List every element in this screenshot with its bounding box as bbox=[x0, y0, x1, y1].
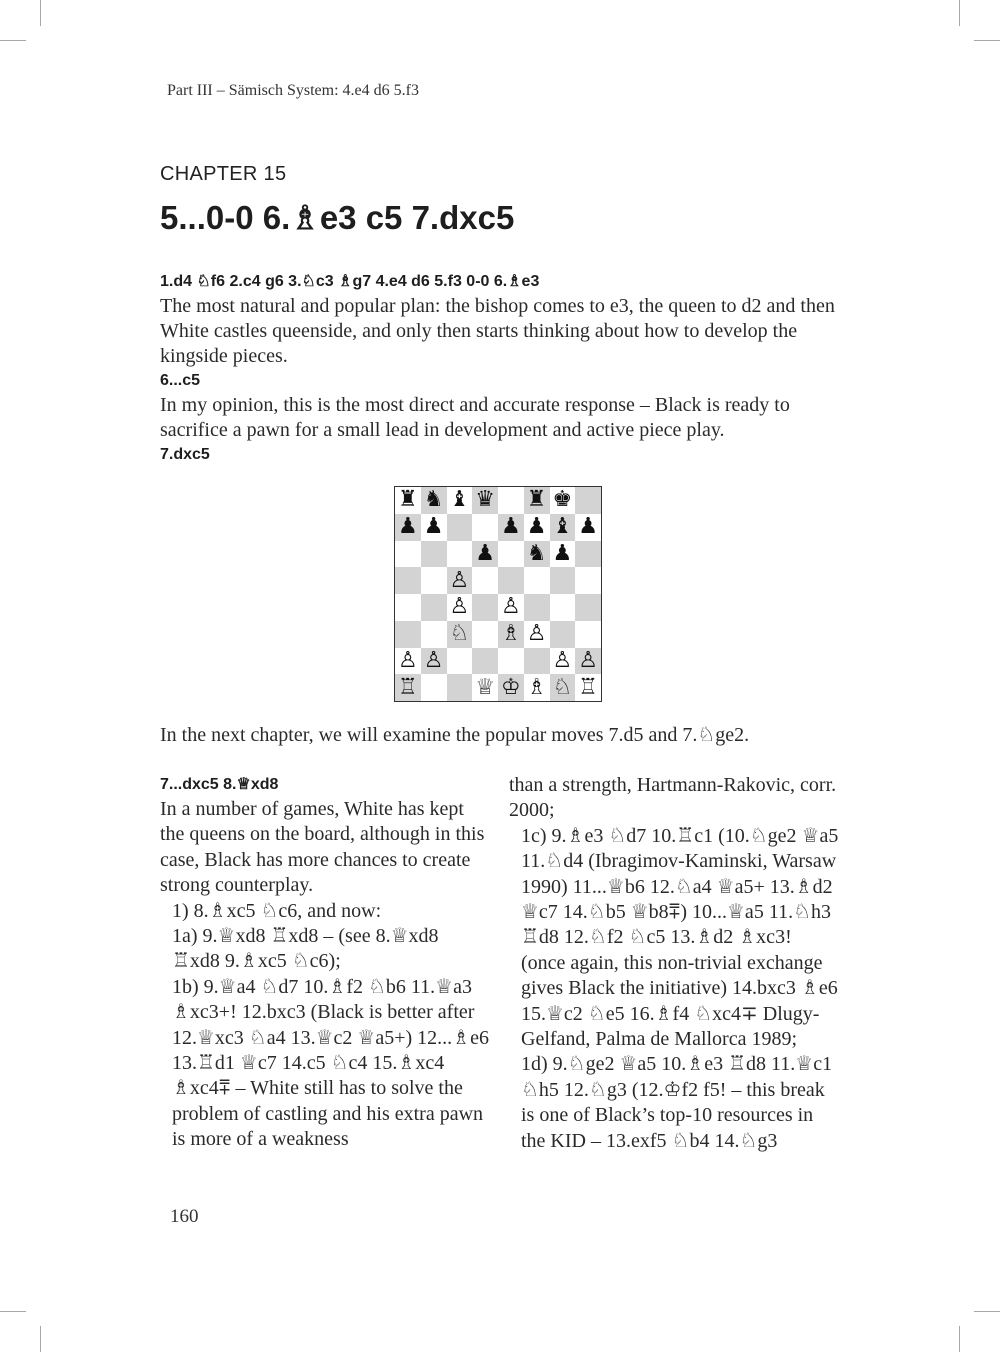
column-paragraph: In a number of games, White has kept the queens on the board, although in this case, Black has more chances to create strong counterplay. bbox=[160, 798, 485, 897]
board-square bbox=[395, 541, 421, 568]
board-square: ♙ bbox=[498, 594, 524, 621]
board-square: ♟ bbox=[472, 541, 498, 568]
board-square: ♟ bbox=[524, 514, 550, 541]
board-square: ♚ bbox=[550, 487, 576, 514]
board-square bbox=[395, 621, 421, 648]
right-column bbox=[509, 773, 839, 1154]
crop-mark bbox=[959, 1326, 960, 1352]
board-square bbox=[575, 621, 601, 648]
board-square: ♘ bbox=[447, 621, 473, 648]
board-square: ♘ bbox=[550, 674, 576, 701]
board-square bbox=[472, 567, 498, 594]
board-square: ♙ bbox=[447, 594, 473, 621]
board-square bbox=[421, 594, 447, 621]
move-line: 6...c5 bbox=[160, 372, 201, 389]
board-square: ♙ bbox=[395, 648, 421, 675]
intro-paragraph: In my opinion, this is the most direct and accurate response – Black is ready to sacrifice a pawn for a small lead in development and active piece play. bbox=[160, 394, 790, 441]
board-square bbox=[447, 541, 473, 568]
move-line: 1.d4 ♘f6 2.c4 g6 3.♘c3 ♗g7 4.e4 d6 5.f3 0-0 6.♗e3 bbox=[160, 273, 540, 290]
board-square bbox=[575, 541, 601, 568]
board-square bbox=[524, 567, 550, 594]
board-square: ♛ bbox=[472, 487, 498, 514]
column-move-head: 7...dxc5 8.♕xd8 bbox=[160, 776, 279, 793]
crop-mark bbox=[0, 40, 26, 41]
page-number: 160 bbox=[170, 1206, 199, 1227]
move-line: 7.dxc5 bbox=[160, 446, 210, 463]
board-square bbox=[550, 594, 576, 621]
board-square: ♞ bbox=[421, 487, 447, 514]
board-square: ♗ bbox=[524, 674, 550, 701]
column-paragraph: 1) 8.♗xc5 ♘c6, and now: bbox=[172, 899, 382, 922]
board-square bbox=[550, 621, 576, 648]
intro-section bbox=[160, 270, 850, 467]
board-square bbox=[498, 648, 524, 675]
board-square: ♖ bbox=[575, 674, 601, 701]
board-square bbox=[395, 567, 421, 594]
board-square: ♙ bbox=[524, 621, 550, 648]
crop-mark bbox=[0, 1311, 26, 1312]
board-square: ♕ bbox=[472, 674, 498, 701]
board-square: ♝ bbox=[550, 514, 576, 541]
column-paragraph: 1c) 9.♗e3 ♘d7 10.♖c1 (10.♘ge2 ♕a5 11.♘d4 (Ibragimov-Kaminski, Warsaw 1990) 11...♕b6 12.♘a4 ♕a5+ 13.♗d2 ♕c7 14.♘b5 ♕b8⩱) 10...♕a5 11.♘h3 ♖d8 12.♘f2 ♘c5 13.♗d2 ♗xc3! (once again, this non-trivial exchange gives Black the initiative) 14.bxc3 ♗e6 15.♕c2 ♘e5 16.♗f4 ♘xc4∓ Dlugy-Gelfand, Palma de Mallorca 1989; bbox=[521, 824, 839, 1051]
crop-mark bbox=[974, 1311, 1000, 1312]
running-head: Part III – Sämisch System: 4.e4 d6 5.f3 bbox=[167, 82, 419, 99]
board-square bbox=[498, 487, 524, 514]
crop-mark bbox=[959, 0, 960, 26]
chess-diagram bbox=[394, 486, 602, 702]
column-paragraph: than a strength, Hartmann-Rakovic, corr. 2000; bbox=[509, 774, 837, 822]
board-square: ♝ bbox=[447, 487, 473, 514]
column-paragraph: 1b) 9.♕a4 ♘d7 10.♗f2 ♘b6 11.♕a3 ♗xc3+! 12.bxc3 (Black is better after 12.♕xc3 ♘a4 13.♕c2 ♕a5+) 12...♗e6 13.♖d1 ♕c7 14.c5 ♘c4 15.♗xc4 ♗xc4⩱ – White still has to solve the problem of castling and his extra pawn is more of a weakness bbox=[172, 975, 489, 1151]
board-square bbox=[472, 594, 498, 621]
board-square bbox=[421, 541, 447, 568]
board-square: ♙ bbox=[447, 567, 473, 594]
column-paragraph: 1a) 9.♕xd8 ♖xd8 – (see 8.♕xd8 ♖xd8 9.♗xc5 ♘c6); bbox=[172, 925, 439, 973]
board-square: ♜ bbox=[524, 487, 550, 514]
board-square: ♙ bbox=[550, 648, 576, 675]
board-square bbox=[421, 674, 447, 701]
board-square: ♙ bbox=[575, 648, 601, 675]
intro-paragraph: The most natural and popular plan: the bishop comes to e3, the queen to d2 and then White castles queenside, and only then starts thinking about how to develop the kingside pieces. bbox=[160, 295, 835, 367]
board-square bbox=[575, 487, 601, 514]
after-board-text: In the next chapter, we will examine the popular moves 7.d5 and 7.♘ge2. bbox=[160, 724, 750, 746]
board-square: ♟ bbox=[575, 514, 601, 541]
board-square: ♟ bbox=[421, 514, 447, 541]
board-square bbox=[550, 567, 576, 594]
board-square bbox=[395, 594, 421, 621]
board-square: ♟ bbox=[498, 514, 524, 541]
board-square: ♟ bbox=[395, 514, 421, 541]
board-square bbox=[498, 567, 524, 594]
board-square: ♜ bbox=[395, 487, 421, 514]
board-square: ♖ bbox=[395, 674, 421, 701]
board-square bbox=[472, 514, 498, 541]
board-square: ♞ bbox=[524, 541, 550, 568]
board-square bbox=[498, 541, 524, 568]
board-square: ♟ bbox=[550, 541, 576, 568]
column-paragraph: 1d) 9.♘ge2 ♕a5 10.♗e3 ♖d8 11.♕c1 ♘h5 12.♘g3 (12.♔f2 f5! – this break is one of Black’s top-10 resources in the KID – 13.exf5 ♘b4 14.♘g3 bbox=[521, 1053, 833, 1152]
board-square bbox=[575, 594, 601, 621]
left-column bbox=[160, 773, 490, 1153]
board-square bbox=[472, 621, 498, 648]
chapter-label: CHAPTER 15 bbox=[160, 163, 287, 185]
board-square bbox=[524, 648, 550, 675]
crop-mark bbox=[40, 1326, 41, 1352]
crop-mark bbox=[40, 0, 41, 26]
chapter-title: 5...0-0 6.♗e3 c5 7.dxc5 bbox=[160, 199, 515, 236]
board-square bbox=[447, 674, 473, 701]
board-square bbox=[524, 594, 550, 621]
board-square bbox=[472, 648, 498, 675]
board-square: ♙ bbox=[421, 648, 447, 675]
board-square: ♗ bbox=[498, 621, 524, 648]
board-square bbox=[447, 648, 473, 675]
board-square bbox=[447, 514, 473, 541]
board-square bbox=[421, 621, 447, 648]
crop-mark bbox=[974, 40, 1000, 41]
board-square bbox=[575, 567, 601, 594]
board-square: ♔ bbox=[498, 674, 524, 701]
board-square bbox=[421, 567, 447, 594]
